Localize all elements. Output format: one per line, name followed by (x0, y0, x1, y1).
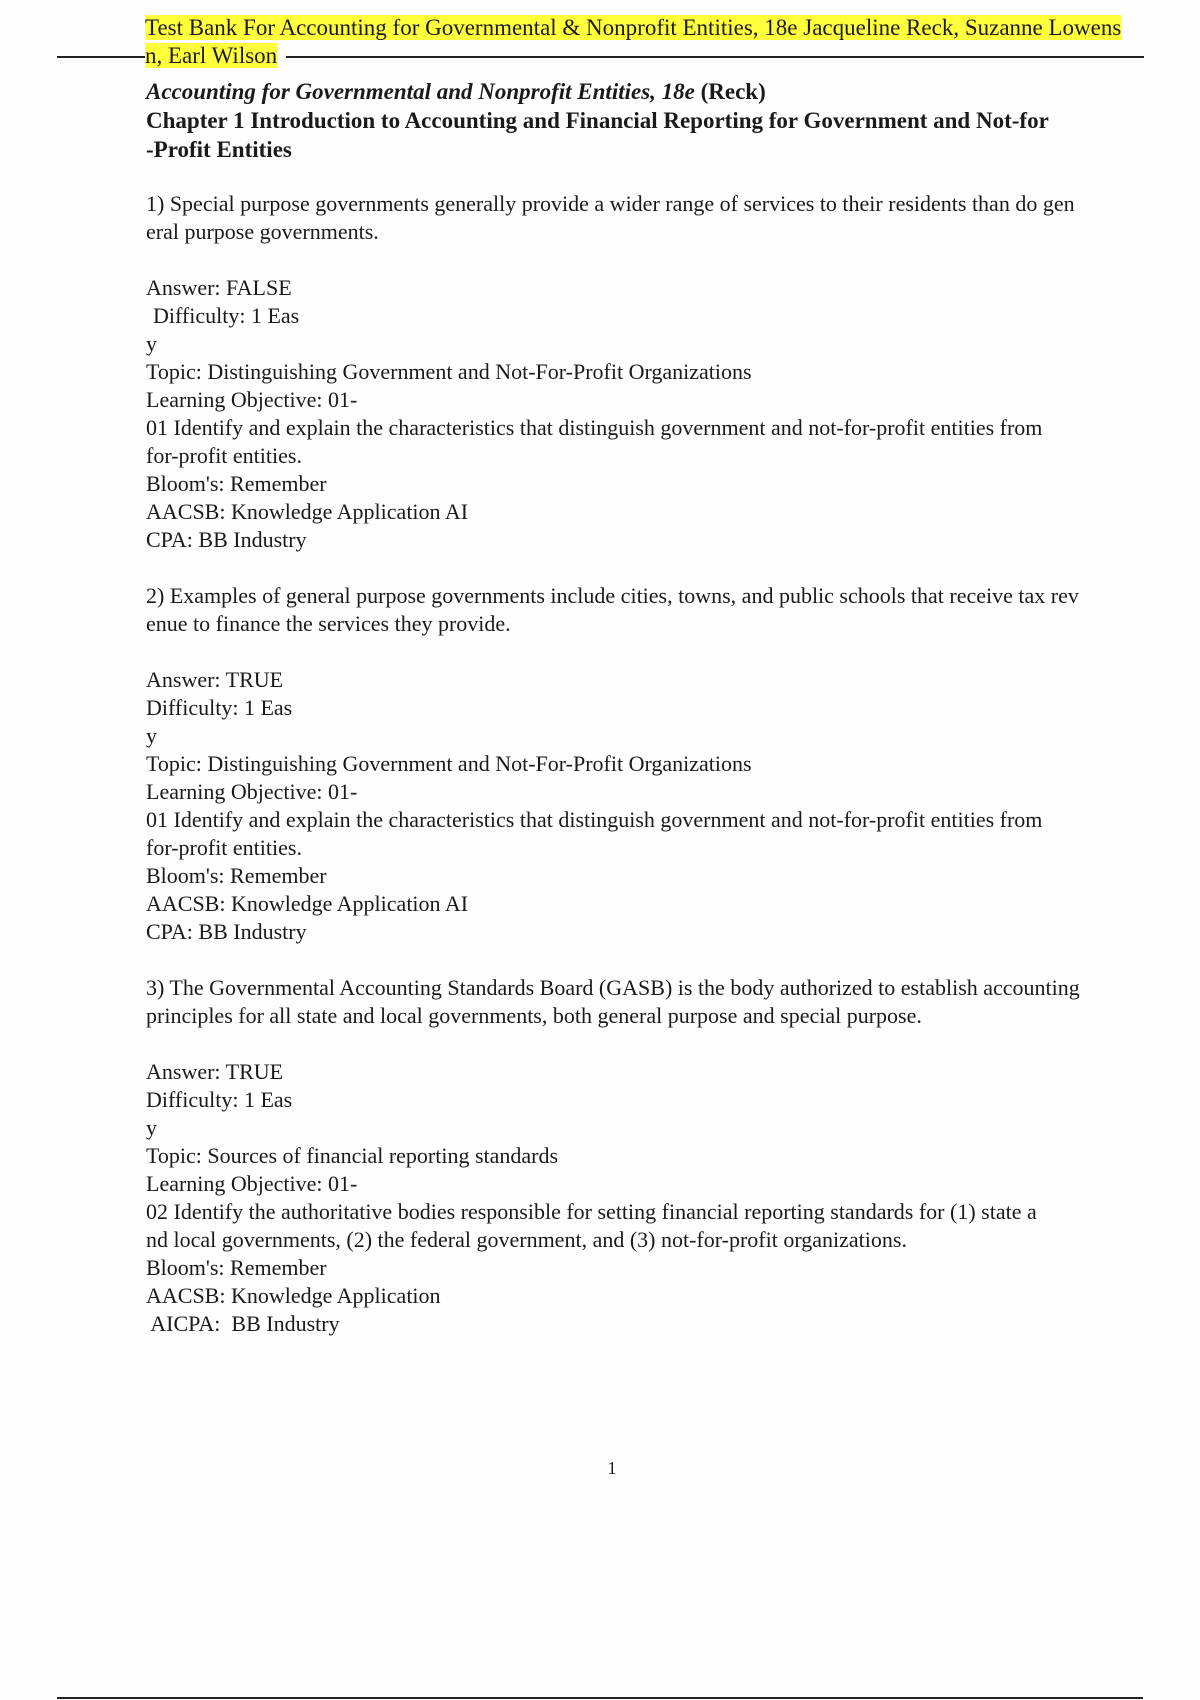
topic: Topic: Distinguishing Government and Not-For-Profit Organizations (146, 751, 752, 776)
cpa: CPA: BB Industry (146, 527, 307, 552)
learning-objective-text: 02 Identify the authoritative bodies responsible for setting financial reporting standards for (1) state and local governments, (2) the federal government, and (3) not-for-profit organizations. (146, 1199, 1037, 1252)
question-block (146, 974, 1106, 1338)
page-number: 1 (607, 1458, 617, 1478)
difficulty: Difficulty: 1 Eas (146, 1087, 293, 1112)
answer: Answer: FALSE (146, 275, 292, 300)
aacsb: AACSB: Knowledge Application AI (146, 891, 469, 916)
learning-objective-text: 01 Identify and explain the characteristics that distinguish government and not-for-profit entities from for-profit entities. (146, 415, 1043, 468)
question-block (146, 190, 1106, 554)
blooms: Bloom's: Remember (146, 471, 327, 496)
aacsb: AACSB: Knowledge Application AI (146, 499, 469, 524)
answer: Answer: TRUE (146, 1059, 284, 1084)
header-highlight-2: n, Earl Wilson (145, 43, 278, 68)
footer-rule (57, 1697, 1143, 1699)
question-meta (146, 1058, 1106, 1338)
document-body (146, 78, 1106, 1338)
difficulty-tail: y (146, 723, 157, 748)
question-meta (146, 274, 1106, 554)
header-rule-right (286, 56, 1144, 58)
chapter-heading: Chapter 1 Introduction to Accounting and Financial Reporting for Government and Not-for-Profit Entities (146, 108, 1049, 162)
topic: Topic: Sources of financial reporting standards (146, 1143, 559, 1168)
cpa: CPA: BB Industry (146, 919, 307, 944)
question-text: 3) The Governmental Accounting Standards Board (GASB) is the body authorized to establish accounting principles for all state and local governments, both general purpose and special purpose. (146, 975, 1080, 1028)
header-highlight-1: Test Bank For Accounting for Governmental & Nonprofit Entities, 18e Jacqueline Reck, Suzanne Lowens (145, 15, 1122, 40)
blooms: Bloom's: Remember (146, 1255, 327, 1280)
book-author: (Reck) (694, 79, 766, 104)
header-rule-left (57, 56, 145, 58)
header-title-line-1 (145, 14, 1121, 42)
question-meta (146, 666, 1106, 946)
question-text: 1) Special purpose governments generally provide a wider range of services to their residents than do general purpose governments. (146, 191, 1075, 244)
answer: Answer: TRUE (146, 667, 284, 692)
book-title (146, 78, 1106, 106)
topic: Topic: Distinguishing Government and Not-For-Profit Organizations (146, 359, 752, 384)
learning-objective-label: Learning Objective: 01- (146, 1171, 358, 1196)
difficulty: Difficulty: 1 Eas (153, 303, 300, 328)
aacsb: AACSB: Knowledge Application (146, 1283, 441, 1308)
difficulty-tail: y (146, 1115, 157, 1140)
learning-objective-text: 01 Identify and explain the characteristics that distinguish government and not-for-profit entities from for-profit entities. (146, 807, 1043, 860)
learning-objective-label: Learning Objective: 01- (146, 779, 358, 804)
difficulty: Difficulty: 1 Eas (146, 695, 293, 720)
header-title-line-2 (145, 42, 277, 70)
book-title-italic: Accounting for Governmental and Nonprofit Entities, 18e (146, 79, 695, 104)
learning-objective-label: Learning Objective: 01- (146, 387, 358, 412)
blooms: Bloom's: Remember (146, 863, 327, 888)
cpa: AICPA: BB Industry (146, 1311, 340, 1336)
question-text: 2) Examples of general purpose governments include cities, towns, and public schools that receive tax revenue to finance the services they provide. (146, 583, 1079, 636)
question-block (146, 582, 1106, 946)
difficulty-tail: y (146, 331, 157, 356)
